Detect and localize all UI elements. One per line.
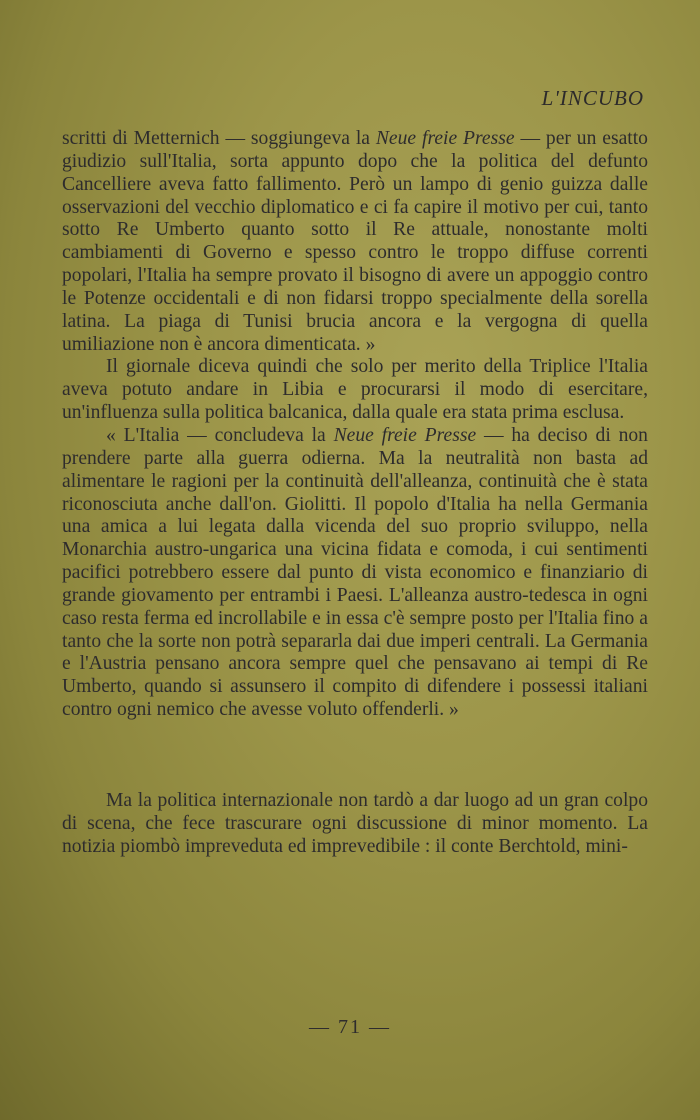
paragraph-2: Il giornale diceva quindi che solo per merito della Triplice l'Italia aveva potuto andare in Libia e procurarsi il modo di esercitare, un'influenza sulla politica balcanica, dalla quale era stata prima esclusa. xyxy=(62,356,648,424)
section-break xyxy=(62,722,648,790)
paragraph-3: « L'Italia — concludeva la Neue freie Presse — ha deciso di non prendere parte alla guerra odierna. Ma la neutralità non basta ad alimentare le ragioni per la continuità dell'alleanza, continuità che è stata riconosciuta anche dall'on. Giolitti. Il popolo d'Italia ha nella Germania una amica a lui legata dalla vicenda del suo proprio sviluppo, nella Monarchia austro-ungarica una vicina fidata e comoda, i cui sentimenti pacifici potrebbero essere dal punto di vista economico e finanziario di grande giovamento per entrambi i Paesi. L'alleanza austro-tedesca in ogni caso resta ferma ed incrollabile e in essa c'è sempre posto per l'Italia fino a tanto che la sorte non potrà separarla dai due imperi centrali. La Germania e l'Austria pensano ancora sempre quel che pensavano ai tempi di Re Umberto, quando si assunsero il compito di difendere i possessi italiani contro ogni nemico che avesse voluto offenderli. » xyxy=(62,424,648,721)
body-text xyxy=(62,128,648,858)
newspaper-title: Neue freie Presse xyxy=(375,128,515,149)
newspaper-title: Neue freie Presse xyxy=(333,424,477,446)
paragraph-4: Ma la politica internazionale non tardò a dar luogo ad un gran colpo di scena, che fece trascurare ogni discussione di minor momento. La notizia piombò impreveduta ed imprevedibile : il conte Berchtold, mini- xyxy=(62,789,648,857)
paragraph-1: scritti di Metternich — soggiungeva la Neue freie Presse — per un esatto giudizio sull'Italia, sorta appunto dopo che la politica del defunto Cancelliere aveva fatto fallimento. Però un lampo di genio guizza dalle osservazioni del vecchio diplomatico e ci fa capire il motivo per cui, tanto sotto Re Umberto quanto sotto il Re attuale, nonostante molti cambiamenti di Governo e spesso contro le troppo diffuse correnti popolari, l'Italia ha sempre provato il bisogno di avere un appoggio contro le Potenze occidentali e di non fidarsi troppo specialmente della sorella latina. La piaga di Tunisi brucia ancora e la vergogna di quella umiliazione non è ancora dimenticata. » xyxy=(62,128,648,355)
page-number: — 71 — xyxy=(309,1016,391,1038)
running-head: L'INCUBO xyxy=(541,86,644,110)
